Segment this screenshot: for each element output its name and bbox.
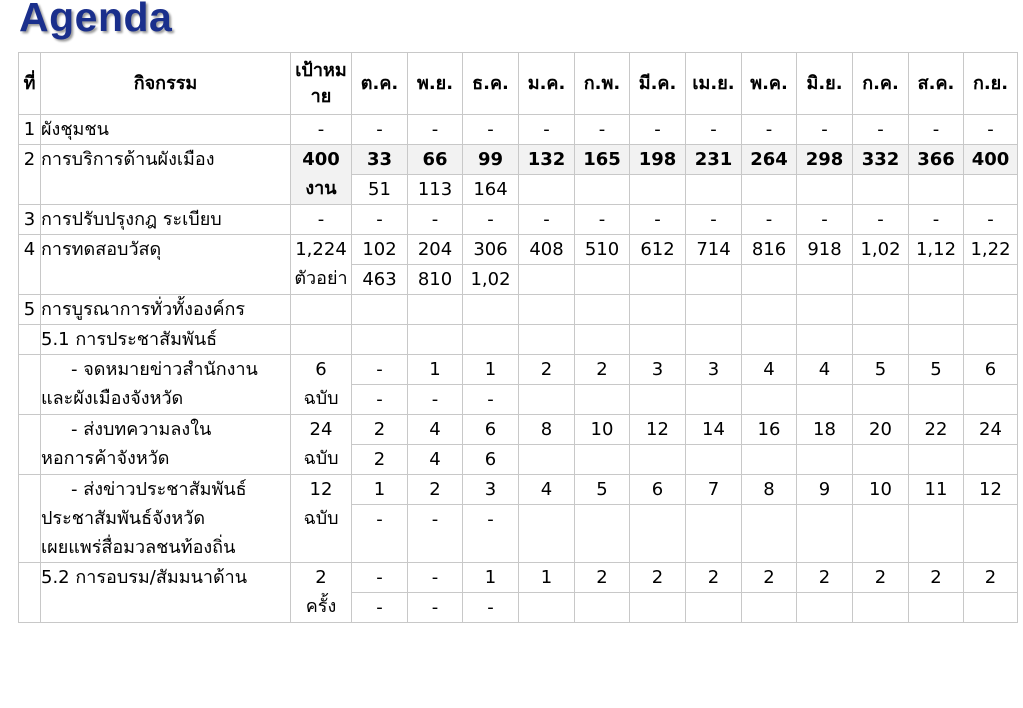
plan-cell: 1,02 [853, 235, 909, 265]
plan-cell: 510 [575, 235, 630, 265]
plan-cell: - [797, 205, 853, 235]
actual-cell: - [352, 505, 408, 563]
plan-cell: - [352, 205, 408, 235]
plan-cell: - [575, 115, 630, 145]
table-row [19, 415, 1018, 445]
table-row [19, 355, 1018, 385]
row-number: 4 [19, 235, 41, 295]
table-row [19, 325, 1018, 355]
activity-line: เผยแพร่สื่อมวลชนท้องถิ่น [41, 537, 236, 558]
plan-cell: - [463, 115, 519, 145]
plan-cell: 4 [408, 415, 463, 445]
plan-cell: 3 [686, 355, 742, 385]
plan-cell: 2 [575, 563, 630, 593]
plan-cell: 12 [964, 475, 1018, 505]
row-number: 1 [19, 115, 41, 145]
plan-cell: - [909, 115, 964, 145]
actual-cell: 810 [408, 265, 463, 295]
activity-name [41, 415, 291, 475]
plan-cell: 8 [519, 415, 575, 445]
activity-line: และผังเมืองจังหวัด [41, 388, 184, 409]
plan-cell: 2 [352, 415, 408, 445]
target-unit: ฉบับ [303, 388, 339, 409]
plan-cell: 11 [909, 475, 964, 505]
target-unit: ครั้ง [305, 596, 337, 617]
plan-cell: 6 [964, 355, 1018, 385]
plan-cell: 332 [853, 145, 909, 175]
plan-cell: 408 [519, 235, 575, 265]
plan-cell: - [853, 205, 909, 235]
header-month: ธ.ค. [463, 53, 519, 115]
plan-cell: 198 [630, 145, 686, 175]
activity-name: 5.2 การอบรม/สัมมนาด้าน [41, 563, 291, 623]
plan-cell: - [408, 563, 463, 593]
header-month: ก.ค. [853, 53, 909, 115]
plan-cell: - [408, 115, 463, 145]
plan-cell: 6 [463, 415, 519, 445]
target-value [291, 475, 352, 563]
plan-cell: 1 [463, 563, 519, 593]
actual-cell: - [463, 505, 519, 563]
plan-cell: 2 [519, 355, 575, 385]
activity-line: - ส่งข่าวประชาสัมพันธ์ [71, 479, 247, 500]
plan-cell: 6 [630, 475, 686, 505]
header-month: ก.พ. [575, 53, 630, 115]
plan-cell: - [630, 205, 686, 235]
actual-cell: 4 [408, 445, 463, 475]
plan-cell: 2 [575, 355, 630, 385]
plan-cell: 204 [408, 235, 463, 265]
plan-cell: 8 [742, 475, 797, 505]
header-month: พ.ค. [742, 53, 797, 115]
actual-cell: 6 [463, 445, 519, 475]
target-unit: งาน [305, 178, 337, 199]
plan-cell: 2 [797, 563, 853, 593]
actual-cell: 113 [408, 175, 463, 205]
plan-cell: 2 [853, 563, 909, 593]
target-amount: 1,224 [295, 239, 347, 260]
header-no: ที่ [19, 53, 41, 115]
actual-cell: 164 [463, 175, 519, 205]
header-month: ส.ค. [909, 53, 964, 115]
activity-name [41, 475, 291, 563]
activity-name: 5.1 การประชาสัมพันธ์ [41, 325, 291, 355]
activity-line: - จดหมายข่าวสำนักงาน [71, 359, 258, 380]
plan-cell: - [742, 115, 797, 145]
table-row [19, 235, 1018, 265]
header-month: มิ.ย. [797, 53, 853, 115]
plan-cell: 3 [463, 475, 519, 505]
activity-name [41, 355, 291, 415]
plan-cell: 16 [742, 415, 797, 445]
target-value [291, 355, 352, 415]
plan-cell: 10 [853, 475, 909, 505]
plan-cell: 918 [797, 235, 853, 265]
plan-cell: 5 [909, 355, 964, 385]
target-value [291, 145, 352, 205]
header-month: พ.ย. [408, 53, 463, 115]
plan-cell: 66 [408, 145, 463, 175]
plan-cell: 298 [797, 145, 853, 175]
target-amount: 24 [309, 419, 333, 440]
plan-cell: 2 [964, 563, 1018, 593]
actual-cell: - [352, 593, 408, 623]
target-value [291, 415, 352, 475]
plan-cell: 5 [853, 355, 909, 385]
header-month: ม.ค. [519, 53, 575, 115]
plan-cell: 1 [408, 355, 463, 385]
actual-cell: - [408, 385, 463, 415]
plan-cell: 24 [964, 415, 1018, 445]
actual-cell: - [408, 505, 463, 563]
table-row [19, 475, 1018, 505]
plan-cell: - [630, 115, 686, 145]
plan-cell: 9 [797, 475, 853, 505]
activity-line: ประชาสัมพันธ์จังหวัด [41, 508, 206, 529]
target-amount: 12 [309, 479, 333, 500]
plan-cell: - [519, 115, 575, 145]
target-amount: 400 [302, 149, 340, 170]
actual-cell: 1,02 [463, 265, 519, 295]
table-row [19, 205, 1018, 235]
header-month: ต.ค. [352, 53, 408, 115]
plan-cell: 400 [964, 145, 1018, 175]
header-month: มี.ค. [630, 53, 686, 115]
plan-cell: 231 [686, 145, 742, 175]
table-header-row [19, 53, 1018, 115]
plan-cell: - [909, 205, 964, 235]
plan-cell: - [742, 205, 797, 235]
plan-cell: 4 [519, 475, 575, 505]
header-activity: กิจกรรม [41, 53, 291, 115]
actual-cell: - [352, 385, 408, 415]
target-amount: 2 [315, 567, 327, 588]
plan-cell: - [686, 205, 742, 235]
table-row [19, 145, 1018, 175]
table-row [19, 295, 1018, 325]
plan-cell: 14 [686, 415, 742, 445]
plan-cell: 3 [630, 355, 686, 385]
plan-cell: 20 [853, 415, 909, 445]
header-target: เป้าหมาย [291, 53, 352, 115]
plan-cell: 1 [352, 475, 408, 505]
plan-cell: 33 [352, 145, 408, 175]
plan-cell: 4 [797, 355, 853, 385]
actual-cell: - [463, 385, 519, 415]
plan-cell: 4 [742, 355, 797, 385]
plan-cell: - [686, 115, 742, 145]
table-row [19, 115, 1018, 145]
plan-cell: 264 [742, 145, 797, 175]
activity-line: หอการค้าจังหวัด [41, 448, 170, 469]
plan-cell: - [352, 115, 408, 145]
plan-cell: 102 [352, 235, 408, 265]
plan-cell: 132 [519, 145, 575, 175]
plan-cell: - [575, 205, 630, 235]
plan-cell: 99 [463, 145, 519, 175]
target-amount: 6 [315, 359, 327, 380]
agenda-table [18, 52, 1018, 623]
actual-cell: - [463, 593, 519, 623]
plan-cell: - [853, 115, 909, 145]
plan-cell: 22 [909, 415, 964, 445]
row-number: 5 [19, 295, 41, 325]
activity-name: การปรับปรุงกฎ ระเบียบ [41, 205, 291, 235]
actual-cell: 463 [352, 265, 408, 295]
target-unit: ตัวอย่า [294, 268, 348, 289]
actual-cell: - [408, 593, 463, 623]
activity-name: ผังชุมชน [41, 115, 291, 145]
plan-cell: - [797, 115, 853, 145]
plan-cell: 18 [797, 415, 853, 445]
row-number: 3 [19, 205, 41, 235]
target-unit: ฉบับ [303, 508, 339, 529]
plan-cell: - [463, 205, 519, 235]
plan-cell: 10 [575, 415, 630, 445]
plan-cell: 2 [742, 563, 797, 593]
plan-cell: 1 [463, 355, 519, 385]
plan-cell: - [964, 205, 1018, 235]
activity-line: - ส่งบทความลงใน [71, 419, 212, 440]
plan-cell: 2 [686, 563, 742, 593]
plan-cell: 5 [575, 475, 630, 505]
plan-cell: 1 [519, 563, 575, 593]
plan-cell: 7 [686, 475, 742, 505]
plan-cell: 2 [408, 475, 463, 505]
plan-cell: 714 [686, 235, 742, 265]
plan-cell: - [519, 205, 575, 235]
activity-name: การบูรณาการทั่วทั้งองค์กร [41, 295, 291, 325]
plan-cell: - [352, 563, 408, 593]
plan-cell: 306 [463, 235, 519, 265]
plan-cell: - [408, 205, 463, 235]
plan-cell: 2 [909, 563, 964, 593]
actual-cell: 51 [352, 175, 408, 205]
plan-cell: - [352, 355, 408, 385]
table-row [19, 563, 1018, 593]
plan-cell: - [964, 115, 1018, 145]
header-month: เม.ย. [686, 53, 742, 115]
plan-cell: 1,12 [909, 235, 964, 265]
plan-cell: 366 [909, 145, 964, 175]
actual-cell: 2 [352, 445, 408, 475]
target-value: - [291, 205, 352, 235]
target-value: - [291, 115, 352, 145]
activity-name: การทดสอบวัสดุ [41, 235, 291, 295]
plan-cell: 12 [630, 415, 686, 445]
row-number: 2 [19, 145, 41, 205]
plan-cell: 816 [742, 235, 797, 265]
target-value [291, 563, 352, 623]
plan-cell: 2 [630, 563, 686, 593]
header-month: ก.ย. [964, 53, 1018, 115]
target-value [291, 235, 352, 295]
page-title: Agenda [19, 0, 173, 40]
plan-cell: 1,22 [964, 235, 1018, 265]
plan-cell: 612 [630, 235, 686, 265]
target-unit: ฉบับ [303, 448, 339, 469]
activity-name: การบริการด้านผังเมือง [41, 145, 291, 205]
plan-cell: 165 [575, 145, 630, 175]
